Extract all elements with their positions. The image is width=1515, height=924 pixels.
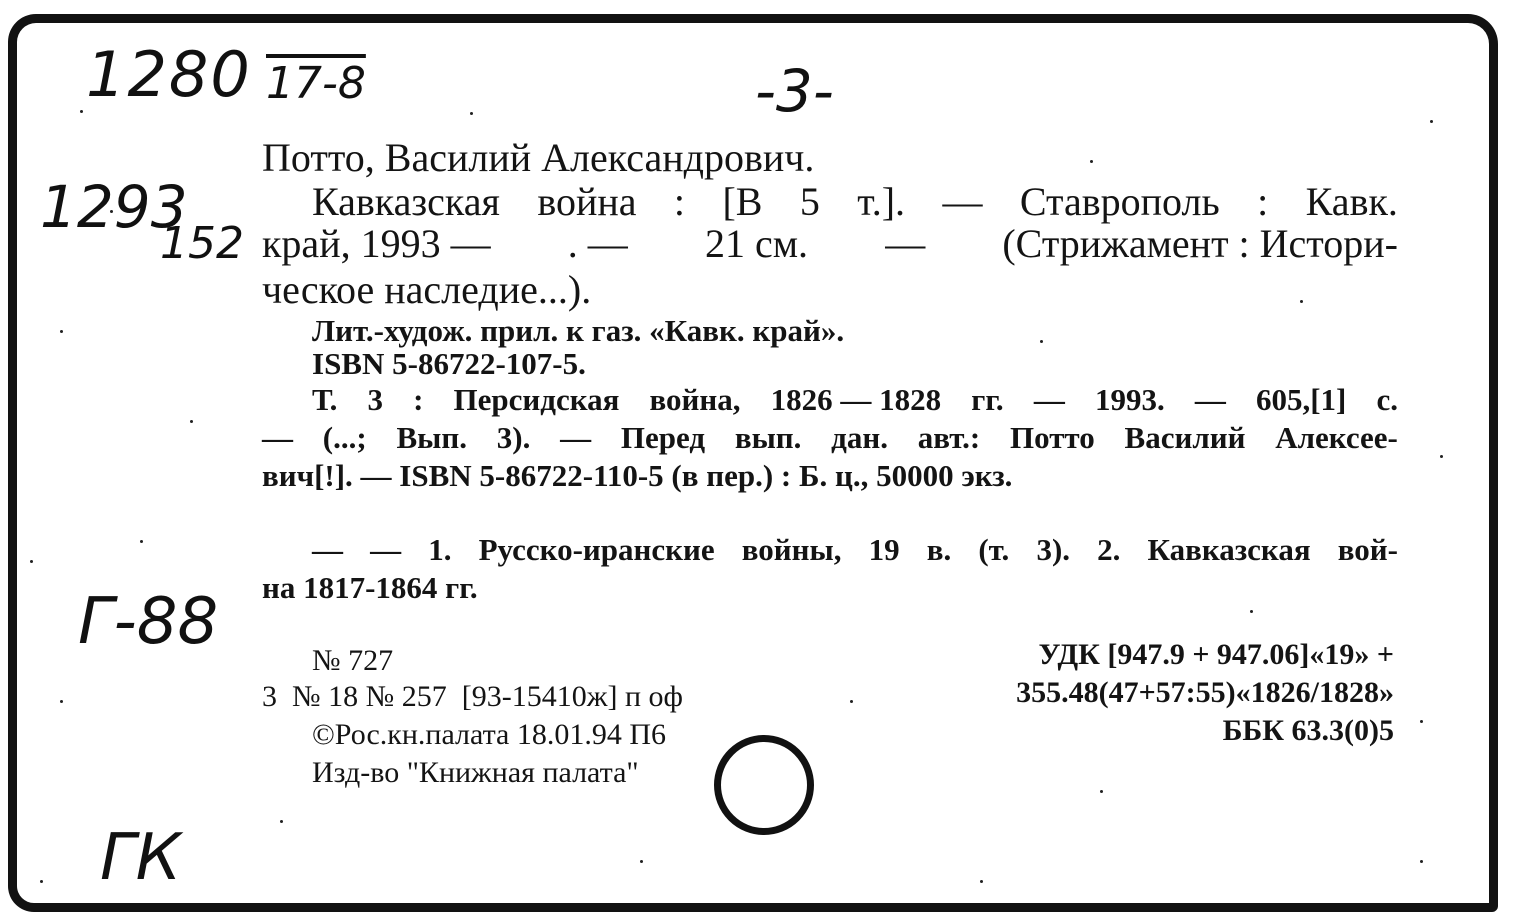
card-number: № 727: [312, 644, 394, 677]
card-punch-hole: [714, 735, 814, 835]
isbn-line: ISBN 5-86722-107-5.: [312, 346, 586, 381]
imprint-line: край, 1993 — . — 21 см. — (Стрижамент : Истори-: [262, 221, 1398, 266]
subjects-line-1: — — 1. Русско-иранские войны, 19 в. (т. 3). 2. Кавказская вой-: [312, 532, 1398, 567]
handwritten-mid-code: Г-88: [78, 585, 219, 659]
author-heading: Потто, Василий Александрович.: [262, 135, 815, 180]
udk-line-1: УДК [947.9 + 947.06]«19» +: [1038, 638, 1394, 671]
series-line: ческое наследие...).: [262, 267, 592, 312]
handwritten-bottom-code: ГК: [100, 821, 182, 895]
note-line: Лит.-худож. прил. к газ. «Кавк. край».: [312, 313, 845, 348]
bbk-line: ББК 63.3(0)5: [1222, 714, 1394, 747]
volume-line-1: Т. 3 : Персидская война, 1826 — 1828 гг. — 1993. — 605,[1] с.: [312, 382, 1398, 417]
handwritten-fraction: 17-8: [266, 58, 366, 109]
copyright-line: ©Рос.кн.палата 18.01.94 П6: [312, 718, 667, 751]
handwritten-call-number: 1280: [86, 38, 252, 111]
title-line: Кавказская война : [В 5 т.]. — Ставрополь : Кавк.: [312, 179, 1398, 224]
handwritten-second-fraction: 152: [160, 218, 244, 269]
handwritten-second-number: 1293: [40, 173, 188, 241]
volume-line-3: вич[!]. — ISBN 5-86722-110-5 (в пер.) : Б. ц., 50000 экз.: [262, 458, 1013, 493]
order-line: 3 № 18 № 257 [93-15410ж] п оф: [262, 680, 683, 713]
udk-line-2: 355.48(47+57:55)«1826/1828»: [1016, 676, 1394, 709]
volume-line-2: — (...; Вып. 3). — Перед вып. дан. авт.: Потто Василий Алексее-: [262, 420, 1398, 455]
publisher-line: Изд-во "Книжная палата": [312, 756, 639, 789]
subjects-line-2: на 1817-1864 гг.: [262, 570, 478, 605]
handwritten-page-marker: -3-: [755, 57, 834, 125]
